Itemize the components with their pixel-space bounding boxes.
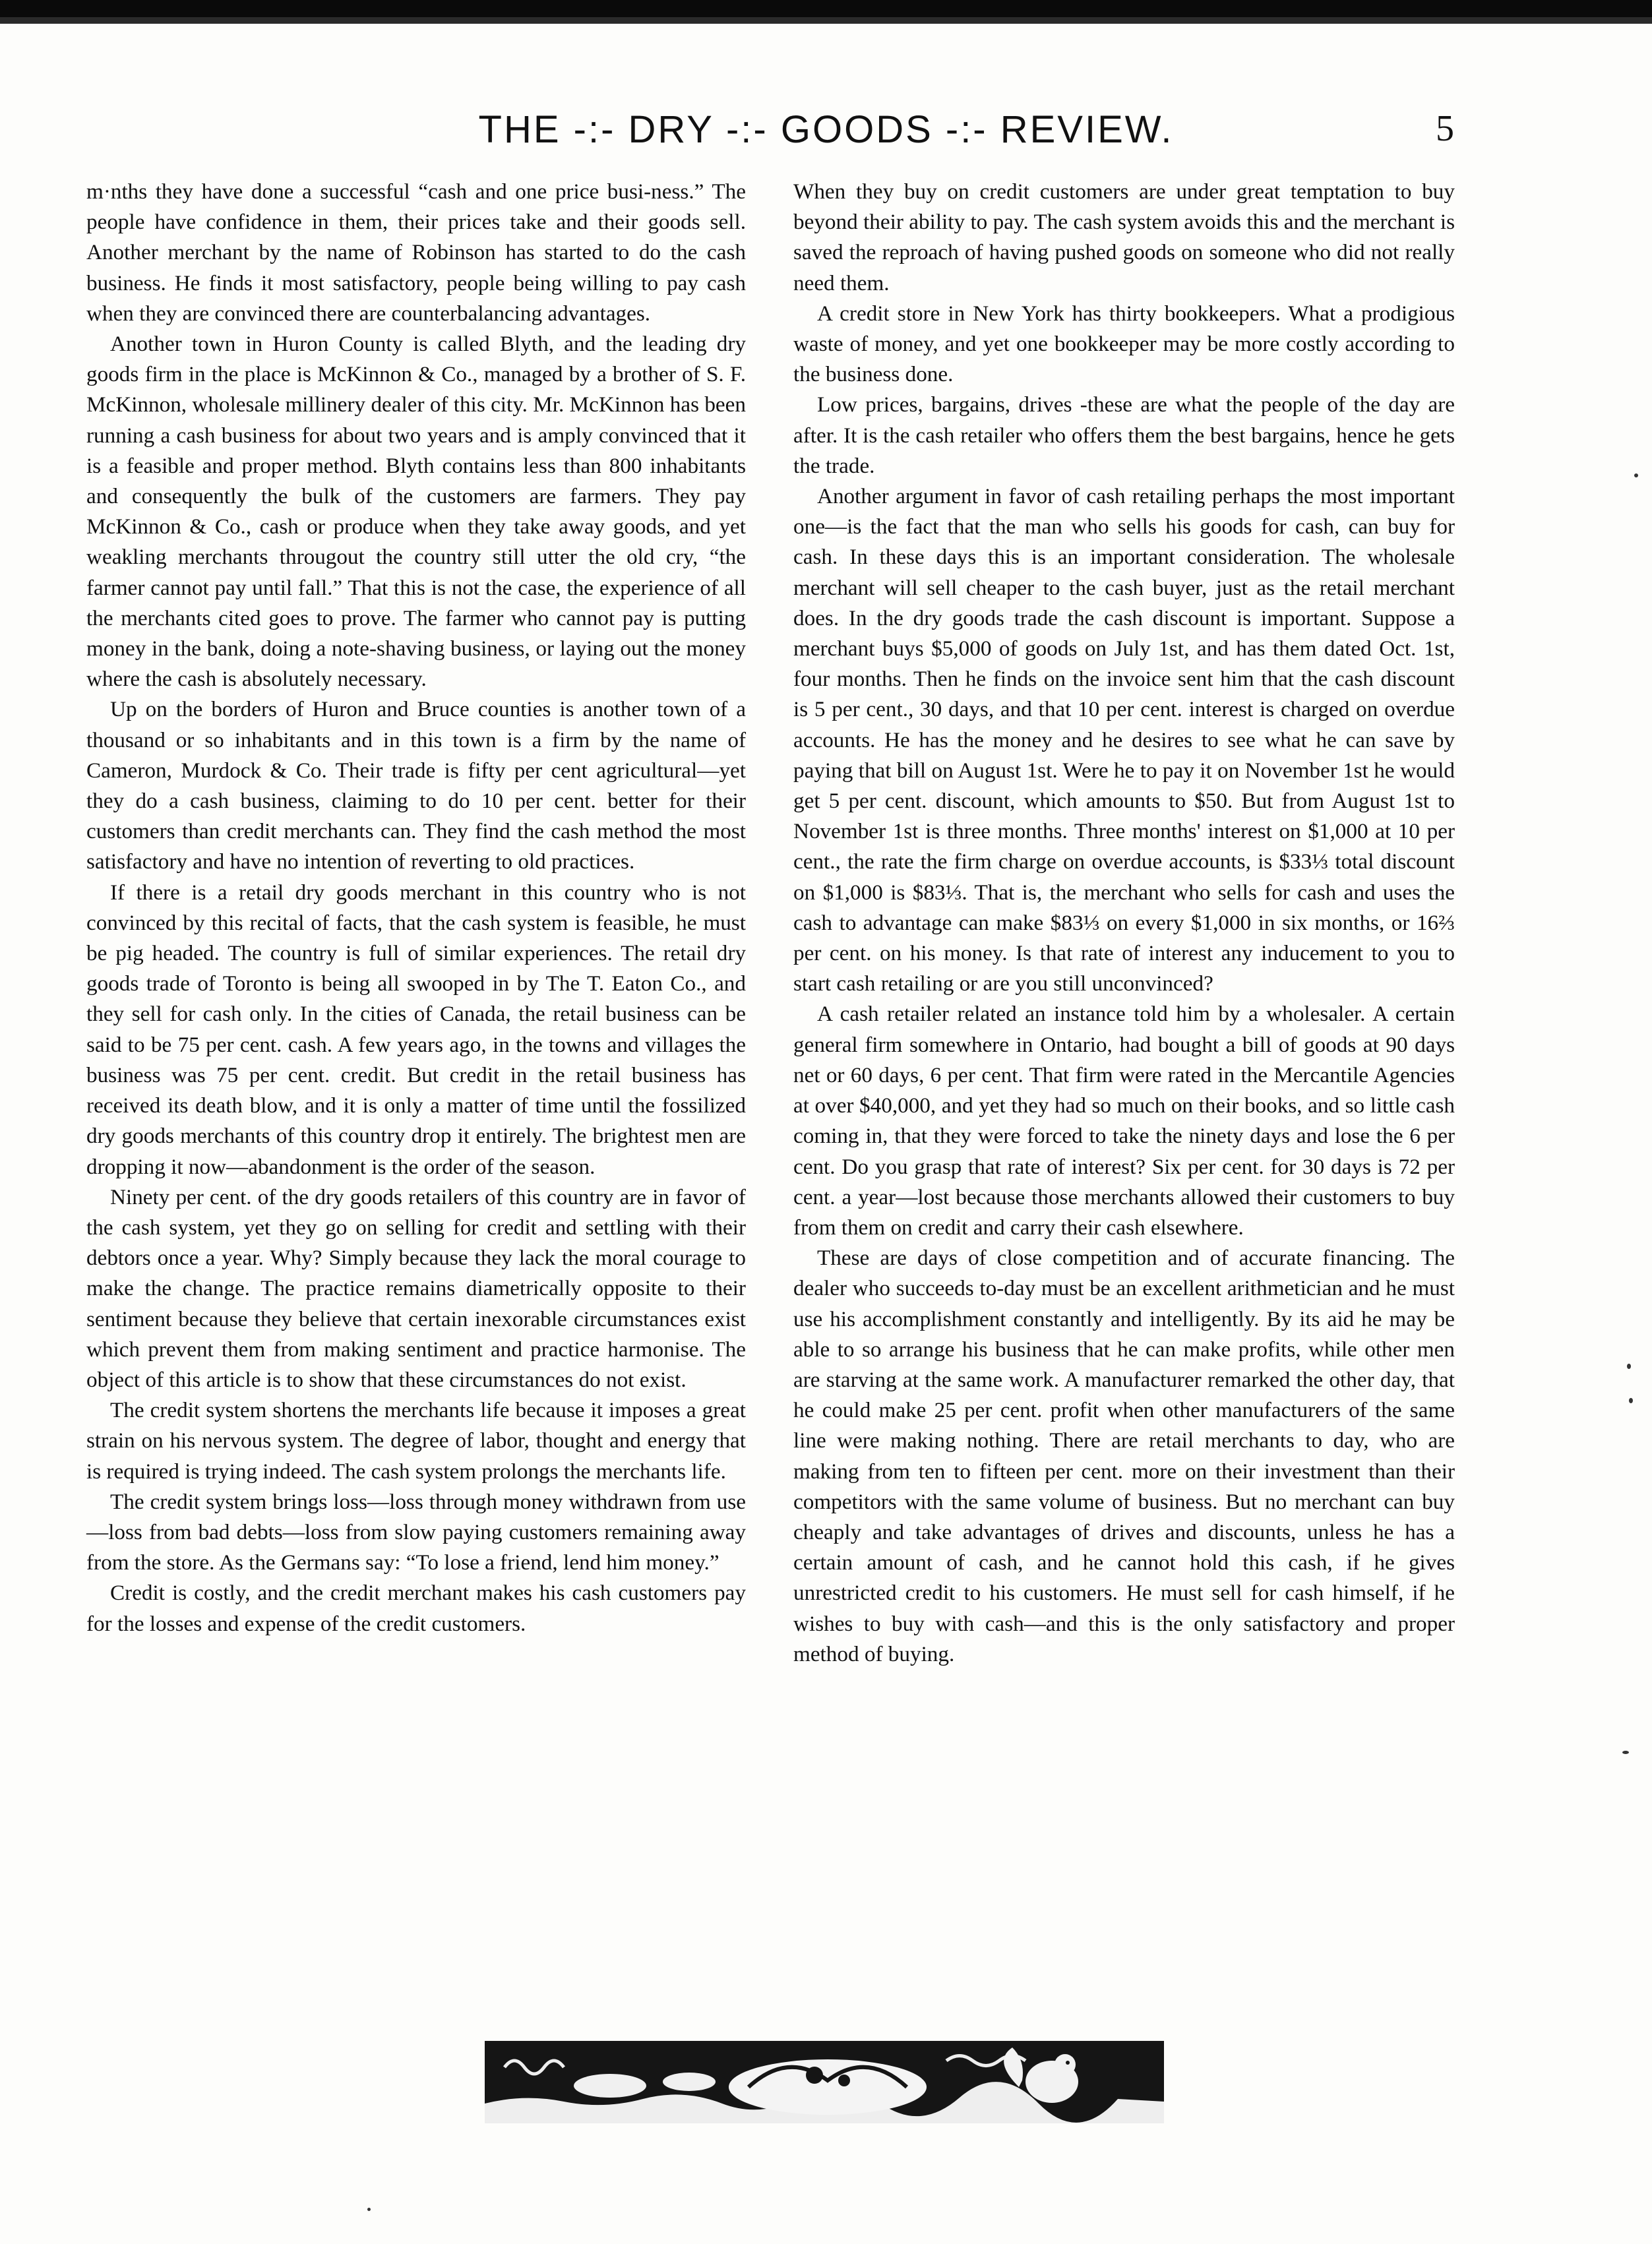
scan-top-border: [0, 0, 1652, 17]
scan-speck: [1629, 1398, 1633, 1403]
paragraph: Low prices, bargains, drives -these are what the people of the day are after. It is the cash retailer who offers them the best bargains, hence he gets the trade.: [793, 392, 1455, 478]
paragraph: Up on the borders of Huron and Bruce counties is another town of a thousand or so inhabitants and in this town is a firm by the name of Cameron, Murdock & Co. Their trade is fifty per cent agricultural—yet they do a cash business, claiming to do 10 per cent. better for their customers than credit merchants can. They find the cash method the most satisfactory and have no intention of reverting to old practices.: [86, 697, 746, 874]
scan-speck: [1627, 1364, 1631, 1369]
page-number: 5: [1436, 108, 1454, 149]
paragraph: Credit is costly, and the credit merchant makes his cash customers pay for the losses and expense of the credit customers.: [86, 1581, 746, 1636]
scan-speck: [1634, 473, 1638, 477]
right-column: [793, 177, 1455, 1670]
paragraph: m·nths they have done a successful “cash and one price busi-ness.” The people have confidence in them, their prices take and their goods sell. Another merchant by the name of Robinson has started to do the cash business. He finds it most satisfactory, people being willing to pay cash when they are convinced there are counterbalancing advantages.: [86, 179, 746, 326]
left-column: [86, 177, 746, 1639]
paragraph: A cash retailer related an instance told him by a wholesaler. A certain general firm somewhere in Ontario, had bought a bill of goods at 90 days net or 60 days, 6 per cent. That firm were rated in the Mercantile Agencies at over $40,000, and yet they had so much on their books, and so little cash coming in, that they were forced to take the ninety days and lose the 6 per cent. Do you grasp that rate of interest? Six per cent. for 30 days is 72 per cent. a year—lost because those merchants allowed their customers to buy from them on credit and carry their cash elsewhere.: [793, 1002, 1455, 1240]
page-header: [0, 107, 1652, 160]
page-title: THE -:- DRY -:- GOODS -:- REVIEW.: [478, 108, 1174, 151]
paragraph: The credit system shortens the merchants life because it imposes a great strain on his nervous system. The degree of labor, thought and energy that is required is trying indeed. The cash system prolongs the merchants life.: [86, 1398, 746, 1484]
paragraph: The credit system brings loss—loss through money withdrawn from use—loss from bad debts—loss from slow paying customers remaining away from the store. As the Germans say: “To lose a friend, lend him money.”: [86, 1489, 746, 1575]
paragraph: Another town in Huron County is called Blyth, and the leading dry goods firm in the place is McKinnon & Co., managed by a brother of S. F. McKinnon, wholesale millinery dealer of this city. Mr. McKinnon has been running a cash business for about two years and is amply convinced that it is a feasible and proper method. Blyth contains less than 800 inhabitants and consequently the bulk of the customers are farmers. They pay McKinnon & Co., cash or produce when they take away goods, and yet weakling merchants througout the country still utter the old cry, “the farmer cannot pay until fall.” That this is not the case, the experience of all the merchants cited goes to prove. The farmer who cannot pay is putting money in the bank, doing a note-shaving business, or laying out the money where the cash is absolutely necessary.: [86, 332, 746, 692]
scan-speck: [367, 2208, 371, 2211]
paragraph: A credit store in New York has thirty bookkeepers. What a prodigious waste of money, and yet one bookkeeper may be more costly according to the business done.: [793, 301, 1455, 387]
scan-top-shadow: [0, 17, 1652, 24]
paragraph: If there is a retail dry goods merchant in this country who is not convinced by this recital of facts, that the cash system is feasible, he must be pig headed. The country is full of similar experiences. The retail dry goods trade of Toronto is being all swooped in by The T. Eaton Co., and they sell for cash only. In the cities of Canada, the retail business can be said to be 75 per cent. cash. A few years ago, in the towns and villages the business was 75 per cent. credit. But credit in the retail business has received its death blow, and it is only a matter of time until the fossilized dry goods merchants of this country drop it entirely. The brightest men are dropping it now—abandonment is the order of the season.: [86, 880, 746, 1179]
paragraph: These are days of close competition and of accurate financing. The dealer who succeeds to-day must be an excellent arithmetician and he must use his accomplishment constantly and intelligently. By its aid he may be able to so arrange his business that he can make profits, while other men are starving at the same work. A manufacturer remarked the other day, that he could make 25 per cent. profit when other manufacturers of the same line were making nothing. There are retail merchants to day, who are making from ten to fifteen per cent. more on their investment than their competitors with the same volume of business. But no merchant can buy cheaply and take advantages of drives and discounts, unless he has a certain amount of cash, and he cannot hold this cash, if he gives unrestricted credit to his customers. He must sell for cash himself, if he wishes to buy with cash—and this is the only satisfactory and proper method of buying.: [793, 1246, 1455, 1666]
paragraph: When they buy on credit customers are under great temptation to buy beyond their ability to pay. The cash system avoids this and the merchant is saved the reproach of having pushed goods on someone who did not really need them.: [793, 179, 1455, 295]
paragraph: Another argument in favor of cash retailing perhaps the most important one—is the fact that the man who sells his goods for cash, can buy for cash. In these days this is an important consideration. The wholesale merchant will sell cheaper to the cash buyer, just as the retail merchant does. In the dry goods trade the cash discount is important. Suppose a merchant buys $5,000 of goods on July 1st, and has them dated Oct. 1st, four months. Then he finds on the invoice sent him that the cash discount is 5 per cent., 30 days, and that 10 per cent. interest is charged on overdue accounts. He has the money and he desires to see what he can save by paying that bill on August 1st. Were he to pay it on November 1st he would get 5 per cent. discount, which amounts to $50. But from August 1st to November 1st is three months. Three months' interest on $1,000 at 10 per cent., the rate the firm charge on overdue accounts, is $33⅓ total discount on $1,000 is $83⅓. That is, the merchant who sells for cash and uses the cash to advantage can make $83⅓ on every $1,000 in six months, or 16⅔ per cent. on his money. Is that rate of interest any inducement to you to start cash retailing or are you still unconvinced?: [793, 484, 1455, 996]
scan-speck: [1622, 1751, 1629, 1754]
paragraph: Ninety per cent. of the dry goods retailers of this country are in favor of the cash system, yet they go on selling for credit and settling with their debtors once a year. Why? Simply because they lack the moral courage to make the change. The practice remains diametrically opposite to their sentiment because they believe that certain inexorable circumstances exist which prevent them from making sentiment and practice harmonise. The object of this article is to show that these circumstances do not exist.: [86, 1184, 746, 1392]
decorative-vignette: [485, 2041, 1164, 2123]
